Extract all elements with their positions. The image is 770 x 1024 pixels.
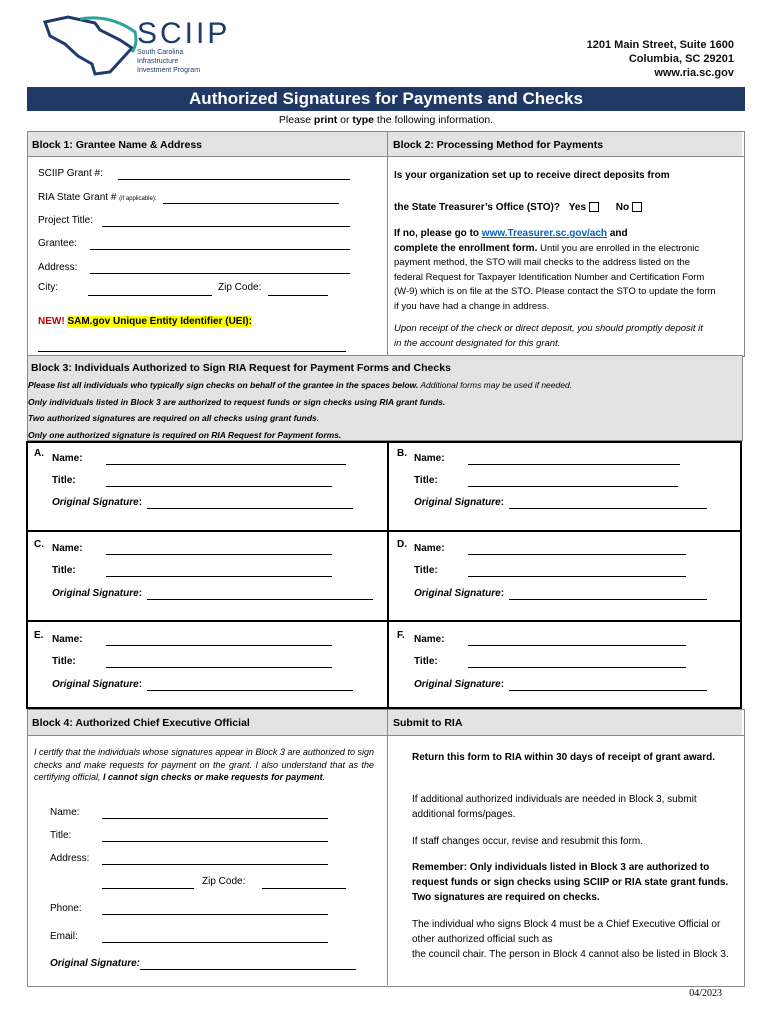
signer-b-name-label: Name: (414, 453, 445, 464)
zip-field[interactable] (268, 283, 328, 296)
signer-f-title-label: Title: (414, 656, 438, 667)
city-field[interactable] (88, 283, 212, 296)
signer-e-letter: E. (34, 630, 44, 641)
signer-b-signature-field[interactable] (509, 496, 707, 509)
project-title-label: Project Title: (38, 215, 94, 226)
signer-d-title-field[interactable] (468, 564, 686, 577)
logo-name: SCIIP (137, 17, 231, 50)
grantee-field[interactable] (90, 237, 350, 250)
signer-b-title-field[interactable] (468, 474, 678, 487)
signer-b-name-field[interactable] (468, 452, 680, 465)
signer-b-title-label: Title: (414, 475, 438, 486)
signer-d-signature-field[interactable] (509, 587, 707, 600)
block1-header: Block 1: Grantee Name & Address (28, 132, 387, 156)
block3-note2: Only individuals listed in Block 3 are authorized to request funds or sign checks using RIA grant funds. (28, 397, 446, 407)
signer-a-name-field[interactable] (106, 452, 346, 465)
grantee-label: Grantee: (38, 238, 77, 249)
address-label: Address: (38, 262, 78, 273)
address-field[interactable] (90, 261, 350, 274)
sciip-grant-label: SCIIP Grant #: (38, 168, 103, 179)
enrollment-instructions: If no, please go to www.Treasurer.sc.gov/ach and complete the enrollment form. Until you are enrolled in the electronic payment method, the STO will mail checks to the address listed on the federal Request for Taxpayer Identification Number and Certification Form (W-9) which is on file at the STO. Please contact the STO to update the form if you have had a change in address. (394, 228, 716, 312)
ceo-name-field[interactable] (102, 806, 328, 819)
yes-checkbox[interactable] (589, 202, 599, 212)
page-title: Authorized Signatures for Payments and Checks (27, 87, 745, 111)
signer-e-signature-field[interactable] (147, 678, 353, 691)
signer-f-name-field[interactable] (468, 633, 686, 646)
ria-grant-field[interactable] (163, 191, 339, 204)
signer-c-name-field[interactable] (106, 542, 332, 555)
treasurer-ach-link[interactable]: www.Treasurer.sc.gov/ach (481, 228, 608, 239)
submit-staff-note: If staff changes occur, revise and resubmit this form. (412, 836, 644, 847)
ceo-address-label: Address: (50, 853, 90, 864)
ceo-name-label: Name: (50, 807, 80, 818)
submit-block4-note: The individual who signs Block 4 must be a Chief Executive Official or other authorized official such as the council chair. The person in Block 4 cannot also be listed in Block 3. (412, 919, 729, 960)
signer-e-title-label: Title: (52, 656, 76, 667)
ceo-email-label: Email: (50, 931, 78, 942)
submit-additional-note: If additional authorized individuals are needed in Block 3, submit additional forms/pages. (412, 794, 697, 820)
ceo-zip-field[interactable] (262, 876, 346, 889)
block2-header: Block 2: Processing Method for Payments (388, 132, 742, 156)
signer-e-name-label: Name: (52, 634, 83, 645)
sciip-grant-field[interactable] (118, 167, 350, 180)
address-street: 1201 Main Street, Suite 1600 (586, 39, 734, 51)
submit-return-note: Return this form to RIA within 30 days of receipt of grant award. (412, 752, 715, 763)
ceo-signature-label: Original Signature: (50, 958, 141, 969)
address-city: Columbia, SC 29201 (628, 53, 734, 65)
ceo-email-field[interactable] (102, 930, 328, 943)
signer-c-title-field[interactable] (106, 564, 332, 577)
city-label: City: (38, 282, 58, 293)
project-title-field[interactable] (102, 214, 350, 227)
yes-option[interactable]: Yes (569, 202, 599, 213)
certification-text: I certify that the individuals whose signatures appear in Block 3 are authorized to sign checks and make requests for payment on the grant. I also understand that as the certifying official, I cannot sign checks or make requests for payment. (34, 747, 374, 782)
signer-c-title-label: Title: (52, 565, 76, 576)
signer-a-title-label: Title: (52, 475, 76, 486)
address-website[interactable]: www.ria.sc.gov (654, 67, 734, 79)
signer-d-name-field[interactable] (468, 542, 686, 555)
signer-e-sig-label: Original Signature: (52, 679, 143, 690)
zip-label: Zip Code: (218, 282, 262, 293)
block3-note4: Only one authorized signature is required on RIA Request for Payment forms. (28, 430, 342, 440)
ceo-phone-label: Phone: (50, 903, 82, 914)
ceo-city-field[interactable] (102, 876, 194, 889)
no-option[interactable]: No (616, 202, 642, 213)
signer-d-letter: D. (397, 539, 407, 550)
signer-f-sig-label: Original Signature: (414, 679, 505, 690)
form-date: 04/2023 (689, 988, 722, 999)
sto-question-line1: Is your organization set up to receive direct deposits from (394, 170, 670, 181)
signer-a-sig-label: Original Signature: (52, 497, 143, 508)
receipt-note: Upon receipt of the check or direct deposit, you should promptly deposit it in the account designated for this grant. (394, 323, 703, 349)
signer-e-title-field[interactable] (106, 655, 332, 668)
signer-a-name-label: Name: (52, 453, 83, 464)
block3-title: Block 3: Individuals Authorized to Sign RIA Request for Payment Forms and Checks (31, 362, 451, 374)
signer-d-name-label: Name: (414, 543, 445, 554)
signer-f-name-label: Name: (414, 634, 445, 645)
signer-f-signature-field[interactable] (509, 678, 707, 691)
block3-note1: Please list all individuals who typically sign checks on behalf of the grantee in the spaces below. Additional forms may be used if needed. (28, 380, 573, 390)
ceo-zip-label: Zip Code: (202, 876, 246, 887)
logo-line1: South Carolina (137, 49, 184, 56)
signer-c-letter: C. (34, 539, 44, 550)
ceo-phone-field[interactable] (102, 902, 328, 915)
ceo-title-field[interactable] (102, 829, 328, 842)
signer-d-title-label: Title: (414, 565, 438, 576)
logo (40, 14, 240, 78)
sto-question-line2: the State Treasurer’s Office (STO)? Yes No (394, 202, 642, 213)
new-badge: NEW! (38, 316, 65, 327)
south-carolina-map-icon (40, 14, 140, 78)
signer-a-signature-field[interactable] (147, 496, 353, 509)
signer-b-letter: B. (397, 448, 407, 459)
uei-field[interactable] (38, 339, 346, 352)
signer-d-sig-label: Original Signature: (414, 588, 505, 599)
signer-b-sig-label: Original Signature: (414, 497, 505, 508)
signer-c-name-label: Name: (52, 543, 83, 554)
organization-address (484, 38, 734, 80)
signer-f-title-field[interactable] (468, 655, 686, 668)
instruction-line: Please print or type the following information. (278, 114, 494, 126)
signer-c-sig-label: Original Signature: (52, 588, 143, 599)
uei-label: NEW! SAM.gov Unique Entity Identifier (UEI): (38, 316, 252, 327)
signer-f-letter: F. (397, 630, 405, 641)
no-checkbox[interactable] (632, 202, 642, 212)
block3-note3: Two authorized signatures are required on all checks using grant funds. (28, 413, 320, 423)
ceo-address-field[interactable] (102, 852, 328, 865)
ceo-signature-field[interactable] (140, 957, 356, 970)
signer-a-letter: A. (34, 448, 44, 459)
logo-line2: Infrastructure (137, 58, 179, 65)
block4-header: Block 4: Authorized Chief Executive Official (28, 710, 387, 735)
signer-c-signature-field[interactable] (147, 587, 373, 600)
ceo-title-label: Title: (50, 830, 72, 841)
logo-line3: Investment Program (137, 67, 201, 74)
ria-grant-label: RIA State Grant # (if applicable): (38, 192, 157, 203)
signer-a-title-field[interactable] (106, 474, 332, 487)
submit-header: Submit to RIA (388, 710, 742, 735)
signer-e-name-field[interactable] (106, 633, 332, 646)
submit-remember-note: Remember: Only individuals listed in Block 3 are authorized to request funds or sign checks using SCIIP or RIA state grant funds. Two signatures are required on checks. (412, 862, 729, 903)
